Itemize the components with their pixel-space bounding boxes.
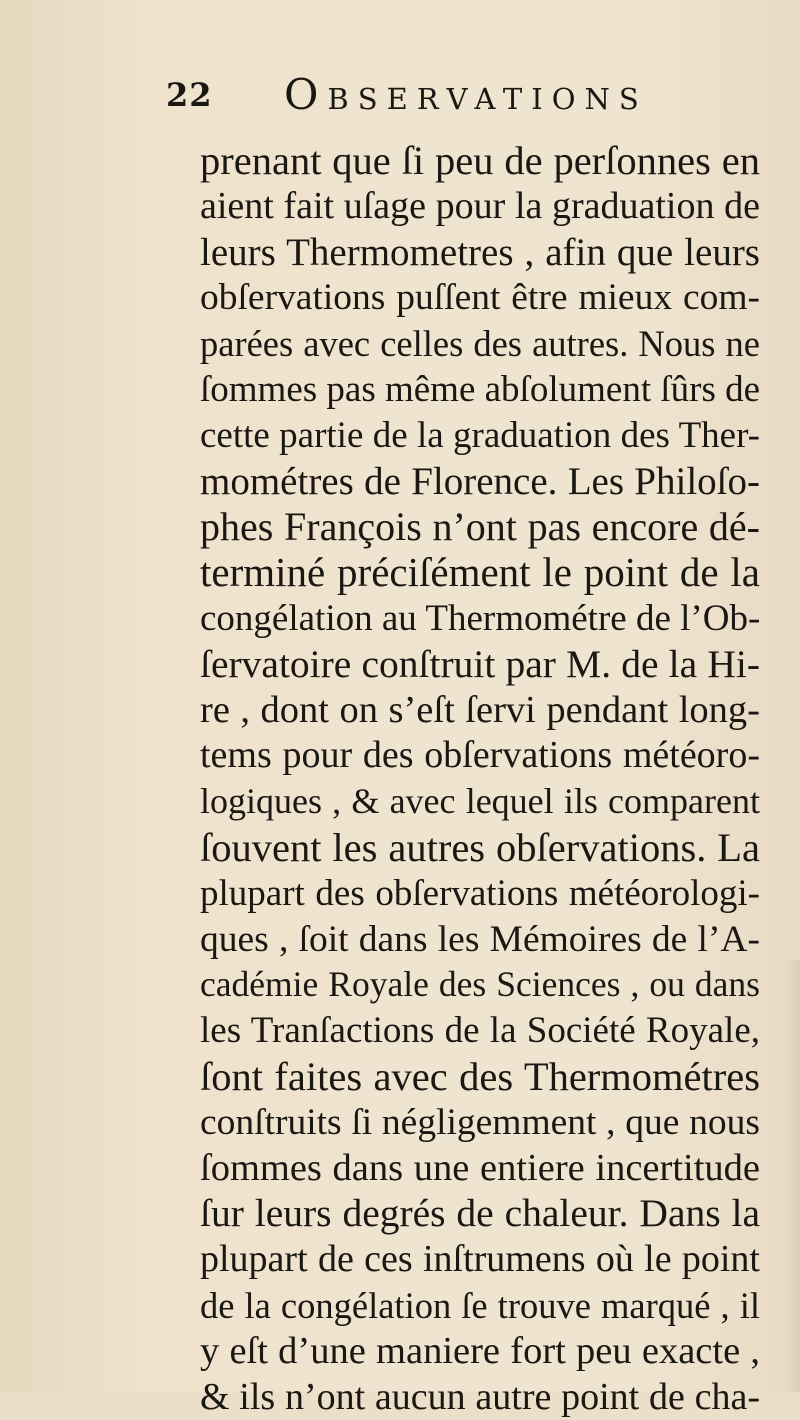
text-line: conſtruits ſi négligemment , que nous (200, 1101, 760, 1143)
text-line: cadémie Royale des Sciences , ou dans (200, 964, 760, 1005)
text-line: y eſt d’une maniere fort peu exacte , (200, 1329, 760, 1372)
text-line: leurs Thermometres , afin que leurs (200, 230, 760, 274)
text-line: cette partie de la graduation des Ther- (200, 414, 760, 456)
text-line: obſervations puſſent être mieux com- (200, 277, 760, 319)
text-line: de la congélation ſe trouve marqué , il (200, 1284, 760, 1326)
text-line: congélation au Thermométre de l’Ob- (200, 597, 761, 639)
text-line: ſouvent les autres obſervations. La (200, 824, 760, 870)
text-line: terminé préciſément le point de la (200, 549, 760, 596)
text-line: prenant que ſi peu de perſonnes en (200, 138, 760, 183)
text-line: ſervatoire conſtruit par M. de la Hi- (200, 641, 760, 686)
text-line: plupart des obſervations météorologi- (200, 872, 760, 914)
text-line: mométres de Florence. Les Philoſo- (200, 459, 760, 503)
text-line: phes François n’ont pas encore dé- (200, 504, 760, 550)
running-head: Observations (284, 70, 648, 119)
text-line: logiques , & avec lequel ils comparent (200, 781, 760, 822)
text-line: ſur leurs degrés de chaleur. Dans la (200, 1191, 760, 1236)
text-line: & ils n’ont aucun autre point de cha- (200, 1375, 760, 1418)
text-line: tems pour des obſervations météoro- (200, 734, 760, 777)
body-text (200, 138, 760, 1420)
page-number: 22 (166, 76, 213, 114)
text-line: ſont faites avec des Thermométres (200, 1053, 760, 1099)
text-line: aient fait uſage pour la graduation de (200, 184, 760, 227)
text-line: re , dont on s’eſt ſervi pendant long- (200, 688, 760, 731)
text-line: plupart de ces inſtrumens où le point (200, 1238, 760, 1281)
text-line: les Tranſactions de la Société Royale, (200, 1010, 760, 1052)
text-line: ques , ſoit dans les Mémoires de l’A- (200, 918, 760, 960)
text-line: ſommes dans une entiere incertitude (200, 1146, 760, 1189)
text-line: ſommes pas même abſolument ſûrs de (200, 368, 761, 410)
page-edge-shadow (786, 960, 800, 1392)
text-line: parées avec celles des autres. Nous ne (200, 323, 760, 365)
